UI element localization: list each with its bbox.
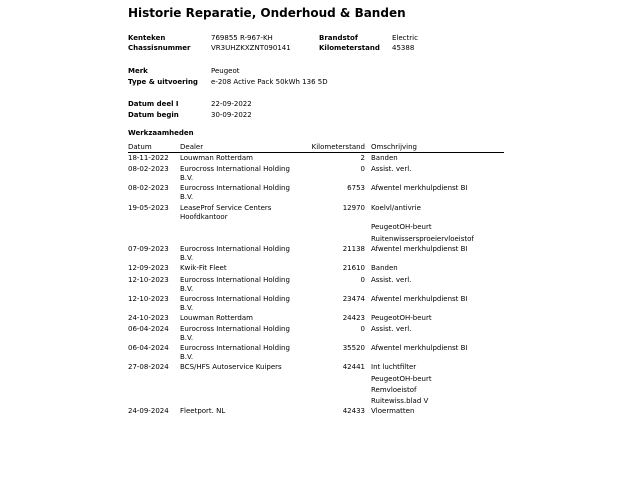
cell-dealer: BCS/HFS Autoservice Kuipers: [180, 363, 282, 371]
cell-desc: Vloermatten: [371, 407, 415, 415]
cell-km: 0: [360, 325, 365, 333]
cell-date: 24-10-2023: [128, 314, 169, 322]
km-value: 45388: [392, 44, 415, 52]
cell-date: 24-09-2024: [128, 407, 169, 415]
cell-desc: PeugeotOH-beurt: [371, 314, 432, 322]
cell-dealer: LeaseProf Service Centers Hoofdkantoor: [180, 204, 272, 221]
cell-dealer: Eurocross International Holding B.V.: [180, 165, 290, 182]
cell-desc: Afwentel merkhulpdienst BI: [371, 245, 468, 253]
merk-value: Peugeot: [211, 67, 240, 75]
cell-km: 6753: [347, 184, 365, 192]
brandstof-label: Brandstof: [319, 34, 358, 42]
type-value: e-208 Active Pack 50kWh 136 5D: [211, 78, 328, 86]
cell-desc: Banden: [371, 264, 398, 272]
cell-km: 23474: [342, 295, 365, 303]
col-header-dealer: Dealer: [180, 143, 204, 151]
cell-desc: Int luchtfilter: [371, 363, 417, 371]
cell-desc: Ruitewiss.blad V: [371, 397, 429, 405]
col-header-desc: Omschrijving: [371, 143, 417, 151]
cell-dealer: Eurocross International Holding B.V.: [180, 245, 290, 262]
cell-km: 42433: [342, 407, 365, 415]
cell-dealer: Kwik-Fit Fleet: [180, 264, 227, 272]
cell-km: 21610: [342, 264, 365, 272]
cell-desc: Ruitenwissersproeiervloeistof: [371, 235, 474, 243]
cell-desc: Remvloeistof: [371, 386, 417, 394]
cell-date: 27-08-2024: [128, 363, 169, 371]
cell-km: 0: [360, 165, 365, 173]
cell-dealer: Fleetport. NL: [180, 407, 226, 415]
brandstof-value: Electric: [392, 34, 418, 42]
cell-dealer: Eurocross International Holding B.V.: [180, 184, 290, 201]
cell-date: 18-11-2022: [128, 154, 169, 162]
cell-dealer: Eurocross International Holding B.V.: [180, 295, 290, 312]
cell-km: 2: [360, 154, 365, 162]
cell-desc: Koelvl/antivrie: [371, 204, 421, 212]
cell-km: 24423: [342, 314, 365, 322]
cell-km: 12970: [342, 204, 365, 212]
kenteken-value: 769855 R-967-KH: [211, 34, 273, 42]
cell-km: 42441: [342, 363, 365, 371]
cell-km: 0: [360, 276, 365, 284]
header-rule: [128, 152, 504, 153]
cell-date: 06-04-2024: [128, 344, 169, 352]
chassis-value: VR3UHZKXZNT090141: [211, 44, 291, 52]
cell-dealer: Eurocross International Holding B.V.: [180, 276, 290, 293]
chassis-label: Chassisnummer: [128, 44, 191, 52]
cell-desc: Assist. verl.: [371, 276, 412, 284]
cell-desc: PeugeotOH-beurt: [371, 375, 432, 383]
cell-desc: Assist. verl.: [371, 325, 412, 333]
col-header-date: Datum: [128, 143, 152, 151]
cell-date: 08-02-2023: [128, 165, 169, 173]
cell-dealer: Eurocross International Holding B.V.: [180, 325, 290, 342]
datum-begin-value: 30-09-2022: [211, 111, 252, 119]
km-label: Kilometerstand: [319, 44, 380, 52]
datum-deel1-value: 22-09-2022: [211, 100, 252, 108]
cell-desc: Afwentel merkhulpdienst BI: [371, 344, 468, 352]
cell-date: 08-02-2023: [128, 184, 169, 192]
page-title: Historie Reparatie, Onderhoud & Banden: [128, 6, 406, 20]
cell-date: 06-04-2024: [128, 325, 169, 333]
cell-dealer: Louwman Rotterdam: [180, 154, 253, 162]
kenteken-label: Kenteken: [128, 34, 166, 42]
cell-desc: Afwentel merkhulpdienst BI: [371, 295, 468, 303]
cell-desc: Assist. verl.: [371, 165, 412, 173]
cell-km: 35520: [342, 344, 365, 352]
cell-date: 12-10-2023: [128, 276, 169, 284]
col-header-km: Kilometerstand: [311, 143, 365, 151]
cell-desc: PeugeotOH-beurt: [371, 223, 432, 231]
cell-date: 19-05-2023: [128, 204, 169, 212]
datum-deel1-label: Datum deel I: [128, 100, 179, 108]
cell-km: 21138: [342, 245, 365, 253]
cell-date: 12-09-2023: [128, 264, 169, 272]
cell-dealer: Louwman Rotterdam: [180, 314, 253, 322]
section-title: Werkzaamheden: [128, 129, 194, 137]
cell-dealer: Eurocross International Holding B.V.: [180, 344, 290, 361]
cell-date: 07-09-2023: [128, 245, 169, 253]
cell-desc: Banden: [371, 154, 398, 162]
merk-label: Merk: [128, 67, 148, 75]
cell-date: 12-10-2023: [128, 295, 169, 303]
type-label: Type & uitvoering: [128, 78, 198, 86]
cell-desc: Afwentel merkhulpdienst BI: [371, 184, 468, 192]
datum-begin-label: Datum begin: [128, 111, 179, 119]
